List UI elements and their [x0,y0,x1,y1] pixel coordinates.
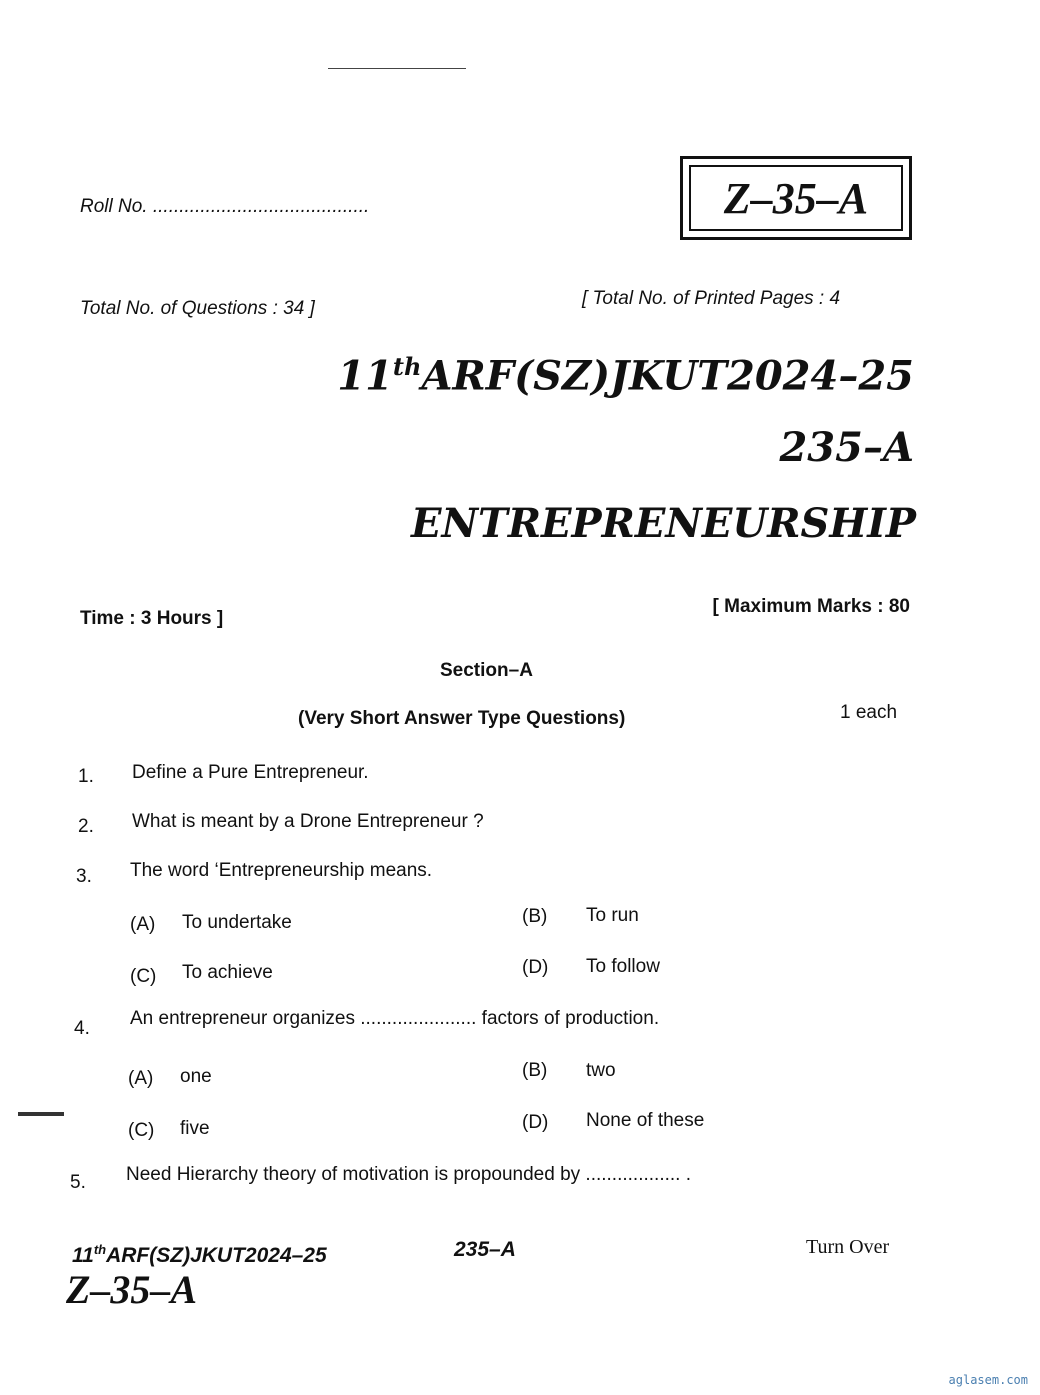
watermark: aglasem.com [948,1373,1028,1387]
section-title: Section–A [440,660,533,681]
question-number: 5. [70,1172,86,1193]
option-text: To undertake [182,912,292,933]
question-number: 2. [78,816,94,837]
question-text: Define a Pure Entrepreneur. [132,762,369,783]
section-subtitle: (Very Short Answer Type Questions) [298,708,626,729]
option-text: To achieve [182,962,273,983]
option-letter: (D) [522,957,549,978]
exam-title [337,352,914,399]
option-text: To run [586,905,639,926]
footer-exam-prefix: 11 [72,1244,94,1267]
paper-code: Z–35–A [689,165,903,231]
option-letter: (A) [130,914,156,935]
option-letter: (B) [522,906,548,927]
marks-each: 1 each [840,702,898,723]
question-number: 1. [78,766,94,787]
exam-title-sup: th [392,352,422,381]
exam-title-rest: ARF(SZ)JKUT2024–25 [421,352,914,400]
option-letter: (C) [130,966,157,987]
option-text: To follow [586,956,660,977]
question-text: Need Hierarchy theory of motivation is propounded by .................. . [126,1164,691,1185]
option-text: two [586,1060,616,1081]
footer-exam-rest: ARF(SZ)JKUT2024–25 [106,1244,327,1267]
top-rule [328,68,466,69]
exam-title-prefix: 11 [337,352,393,400]
subject-title: ENTREPRENEURSHIP [411,500,916,547]
footer-exam-title [72,1242,327,1268]
question-text: An entrepreneur organizes ...................... factors of production. [130,1008,660,1029]
time-allowed: Time : 3 Hours ] [80,608,224,629]
question-number: 4. [74,1018,90,1039]
option-letter: (B) [522,1060,548,1081]
option-letter: (A) [128,1068,154,1089]
total-questions: Total No. of Questions : 34 ] [80,298,315,319]
paper-code-box [680,156,912,240]
question-number: 3. [76,866,92,887]
option-letter: (D) [522,1112,549,1133]
footer-subject-code: 235–A [454,1238,516,1261]
left-margin-mark [18,1112,64,1116]
roll-number-label: Roll No. ......................................... [80,196,370,217]
footer-exam-sup: th [93,1242,107,1257]
option-letter: (C) [128,1120,155,1141]
option-text: None of these [586,1110,705,1131]
maximum-marks: [ Maximum Marks : 80 [712,596,910,617]
option-text: one [180,1066,212,1087]
option-text: five [180,1118,210,1139]
turn-over: Turn Over [806,1236,890,1258]
subject-code: 235–A [779,424,914,471]
footer-paper-code: Z–35–A [66,1267,198,1312]
question-text: The word ‘Entrepreneurship means. [130,860,433,881]
question-text: What is meant by a Drone Entrepreneur ? [132,811,484,832]
total-printed-pages: [ Total No. of Printed Pages : 4 [582,288,841,309]
